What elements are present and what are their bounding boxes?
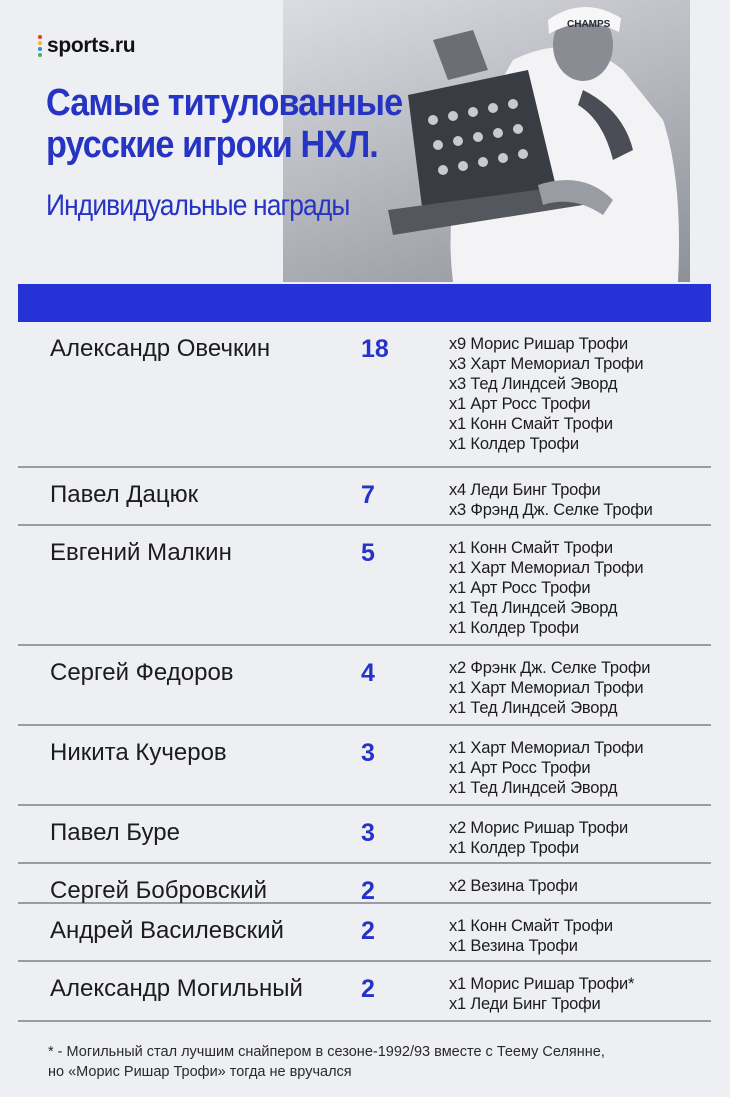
awards-list [449, 916, 613, 956]
awards-list [449, 480, 653, 520]
award-item: x2 Везина Трофи [449, 877, 578, 895]
award-item: x1 Тед Линдсей Эворд [449, 599, 618, 617]
award-item: x1 Тед Линдсей Эворд [449, 779, 618, 797]
table-row [18, 806, 711, 864]
award-count: 5 [361, 539, 375, 567]
awards-list [449, 974, 634, 1014]
table-row [18, 468, 711, 526]
award-item: x1 Колдер Трофи [449, 839, 579, 857]
table-row [18, 904, 711, 962]
award-item: x1 Арт Росс Трофи [449, 759, 591, 777]
award-count: 2 [361, 917, 375, 945]
player-name: Павел Дацюк [50, 481, 199, 508]
award-item: x1 Морис Ришар Трофи* [449, 975, 635, 993]
award-item: x1 Конн Смайт Трофи [449, 415, 613, 433]
table-row [18, 526, 711, 646]
title-line-2: русские игроки НХЛ. [46, 124, 378, 166]
award-item: x3 Фрэнд Дж. Селке Трофи [449, 501, 653, 519]
cap-text: CHAMPS [567, 19, 611, 30]
award-item: x4 Леди Бинг Трофи [449, 481, 601, 499]
award-item: x1 Арт Росс Трофи [449, 579, 591, 597]
player-name: Евгений Малкин [50, 539, 232, 566]
award-item: x1 Тед Линдсей Эворд [449, 699, 618, 717]
award-count: 2 [361, 975, 375, 1003]
awards-list [449, 818, 628, 858]
table-header-bar [18, 284, 711, 322]
table-row [18, 726, 711, 806]
award-item: x2 Фрэнк Дж. Селке Трофи [449, 659, 651, 677]
table-row [18, 962, 711, 1022]
sports-logo[interactable] [38, 34, 135, 58]
awards-list [449, 738, 643, 798]
award-count: 3 [361, 739, 375, 767]
footnote-line-1: * - Могильный стал лучшим снайпером в сезоне-1992/93 вместе с Теему Селянне, [48, 1044, 605, 1060]
awards-list [449, 334, 643, 454]
award-item: x1 Леди Бинг Трофи [449, 995, 601, 1013]
logo-dots-icon [38, 35, 42, 57]
table-row [18, 322, 711, 468]
player-name: Александр Овечкин [50, 335, 271, 362]
page-title [46, 82, 402, 166]
award-item: x1 Харт Мемориал Трофи [449, 559, 644, 577]
award-item: x1 Колдер Трофи [449, 435, 579, 453]
award-count: 7 [361, 481, 375, 509]
award-item: x1 Конн Смайт Трофи [449, 917, 613, 935]
table-row [18, 864, 711, 904]
player-name: Павел Буре [50, 819, 180, 846]
award-item: x1 Колдер Трофи [449, 619, 579, 637]
award-item: x3 Харт Мемориал Трофи [449, 355, 644, 373]
page-subtitle: Индивидуальные награды [46, 189, 350, 222]
awards-list [449, 876, 578, 896]
trophy-top [433, 30, 488, 80]
award-item: x3 Тед Линдсей Эворд [449, 375, 618, 393]
logo-text: sports.ru [47, 34, 136, 57]
player-name: Никита Кучеров [50, 739, 227, 766]
award-item: x1 Харт Мемориал Трофи [449, 739, 644, 757]
award-item: x2 Морис Ришар Трофи [449, 819, 629, 837]
award-item: x9 Морис Ришар Трофи [449, 335, 629, 353]
awards-list [449, 538, 643, 638]
player-name: Сергей Бобровский [50, 877, 268, 904]
player-name: Александр Могильный [50, 975, 303, 1002]
award-item: x1 Везина Трофи [449, 937, 578, 955]
footnote [48, 1042, 605, 1082]
player-name: Андрей Василевский [50, 917, 284, 944]
award-count: 3 [361, 819, 375, 847]
table-row [18, 646, 711, 726]
footnote-line-2: но «Морис Ришар Трофи» тогда не вручался [48, 1064, 352, 1080]
award-count: 4 [361, 659, 375, 687]
award-count: 2 [361, 877, 375, 905]
players-table [18, 322, 711, 1022]
award-item: x1 Арт Росс Трофи [449, 395, 591, 413]
player-name: Сергей Федоров [50, 659, 234, 686]
award-item: x1 Харт Мемориал Трофи [449, 679, 644, 697]
award-count: 18 [361, 335, 389, 363]
awards-list [449, 658, 650, 718]
title-line-1: Самые титулованные [46, 82, 403, 124]
award-item: x1 Конн Смайт Трофи [449, 539, 613, 557]
